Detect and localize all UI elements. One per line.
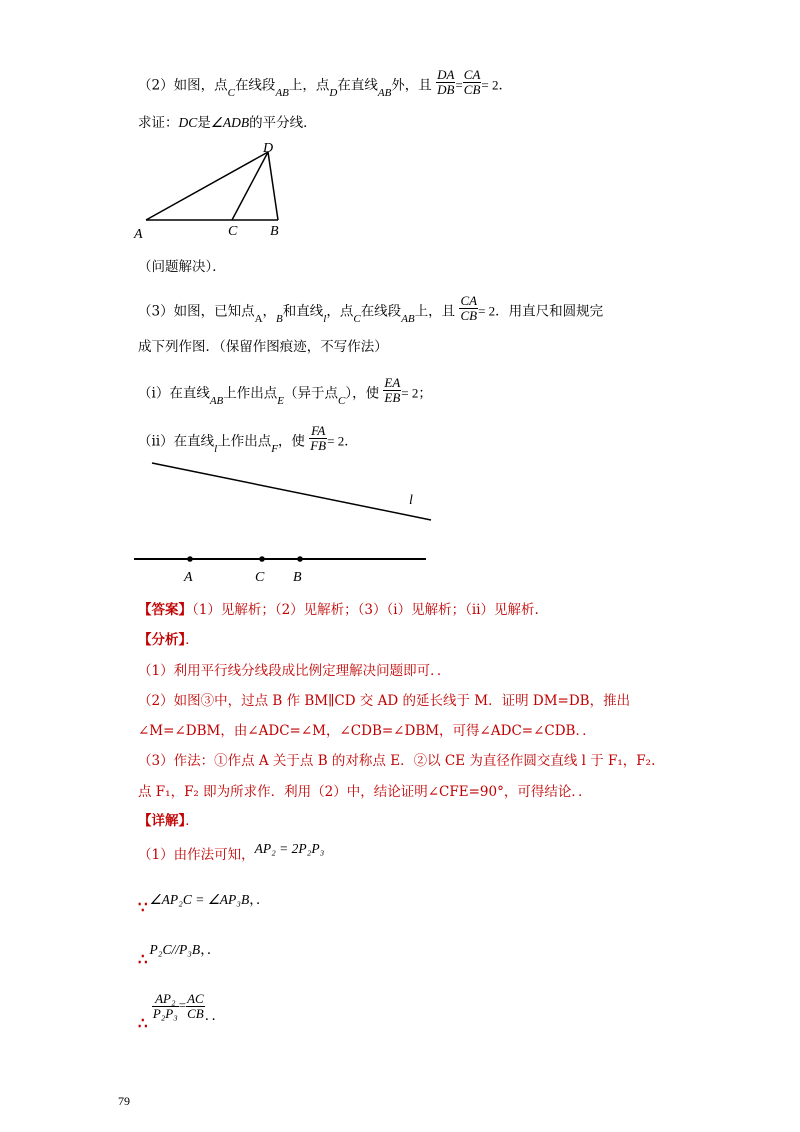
- analysis-line-5: 点 F₁，F₂ 即为所求作．利用（2）中，结论证明∠CFE=90°，可得结论．．: [138, 784, 592, 800]
- detail-line-2: ∵ ∠AP₂C = ∠AP₃B，．: [138, 892, 270, 916]
- label-b2: B: [293, 570, 302, 585]
- answer-line: 【答案】（1）见解析；（2）见解析；（3）（ⅰ）见解析；（ⅱ）见解析.: [138, 602, 539, 618]
- fraction-ca-cb: $\frac{CA}{CB}$: [463, 67, 481, 97]
- label-c2: C: [255, 570, 265, 585]
- analysis-line-4: （3）作法：①作点 A 关于点 B 的对称点 E．②以 CE 为直径作圆交直线 l 于 F₁，F₂.: [138, 753, 656, 769]
- label-a: A: [134, 227, 143, 242]
- detail-line-1: （1）由作法可知，AP₂ = 2P₂P₃: [138, 841, 325, 863]
- analysis-line-2: （2）如图③中，过点 B 作 BM∥CD 交 AD 的延长线于 M．证明 DM=DB，推出: [138, 693, 631, 709]
- label-d: D: [263, 141, 274, 156]
- fraction-ac-cb: $\frac{AC}{CB}$: [187, 991, 204, 1021]
- analysis-line-3: ∠M=∠DBM，由∠ADC=∠M，∠CDB=∠DBM，可得∠ADC=∠CDB．．: [138, 723, 596, 739]
- label-a2: A: [184, 570, 193, 585]
- detail-line-4: ∴ $\frac{\text{AP₂}}{\text{P₂P₃}}$ = $\frac{AC}{CB}$ ．．: [138, 991, 225, 1032]
- fraction-ea-eb: $\frac{EA}{EB}$: [384, 375, 401, 405]
- part3-statement: （3）如图，已知点$_A$，$_B$和直线$_l$，点$_C$在线段$_{AB}$上，且 $\frac{CA}{CB}$ = 2．用直尺和圆规完: [138, 293, 604, 325]
- analysis-line-1: （1）利用平行线分线段成比例定理解决问题即可．．: [138, 663, 451, 679]
- part3-line2: 成下列作图．（保留作图痕迹，不写作法）: [138, 339, 388, 355]
- page-number: 79: [118, 1094, 130, 1108]
- fraction-ca-cb-3: $\frac{CA}{CB}$: [460, 293, 478, 323]
- therefore-symbol-1: ∴: [138, 950, 148, 968]
- detail-line-3: ∴P₂C//P₃B，．: [138, 942, 221, 968]
- prove-statement: 求证：DC是∠ADB的平分线．: [138, 115, 317, 131]
- therefore-symbol-2: ∴: [138, 1013, 148, 1032]
- fraction-ap2-p2p3: $\frac{\text{AP₂}}{\text{P₂P₃}}$: [152, 991, 178, 1021]
- triangle-figure: [128, 138, 298, 248]
- label-c: C: [228, 224, 238, 239]
- analysis-heading: 【分析】．: [138, 632, 199, 648]
- because-symbol: ∵: [138, 898, 148, 916]
- part3-i: （ⅰ）在直线$_{AB}$上作出点$_E$（异于点$_C$），使 $\frac{EA}{EB}$ = 2；: [138, 375, 432, 407]
- label-l: l: [409, 493, 413, 508]
- part2-statement: （2）如图，点$_C$在线段$_{AB}$上，点$_D$在直线$_{AB}$外，且 $\frac{DA}{DB}$ = $\frac{CA}{CB}$ = 2．: [138, 67, 512, 99]
- problem-solving-heading: （问题解决）．: [138, 259, 226, 275]
- fraction-da-db: $\frac{DA}{DB}$: [437, 67, 455, 97]
- fraction-fa-fb: $\frac{FA}{FB}$: [310, 423, 327, 453]
- part3-ii: （ⅱ）在直线$_l$上作出点$_F$，使 $\frac{FA}{FB}$ = 2．: [138, 423, 358, 455]
- detail-heading: 【详解】．: [138, 813, 199, 829]
- label-b: B: [270, 224, 279, 239]
- construction-figure: [128, 455, 448, 590]
